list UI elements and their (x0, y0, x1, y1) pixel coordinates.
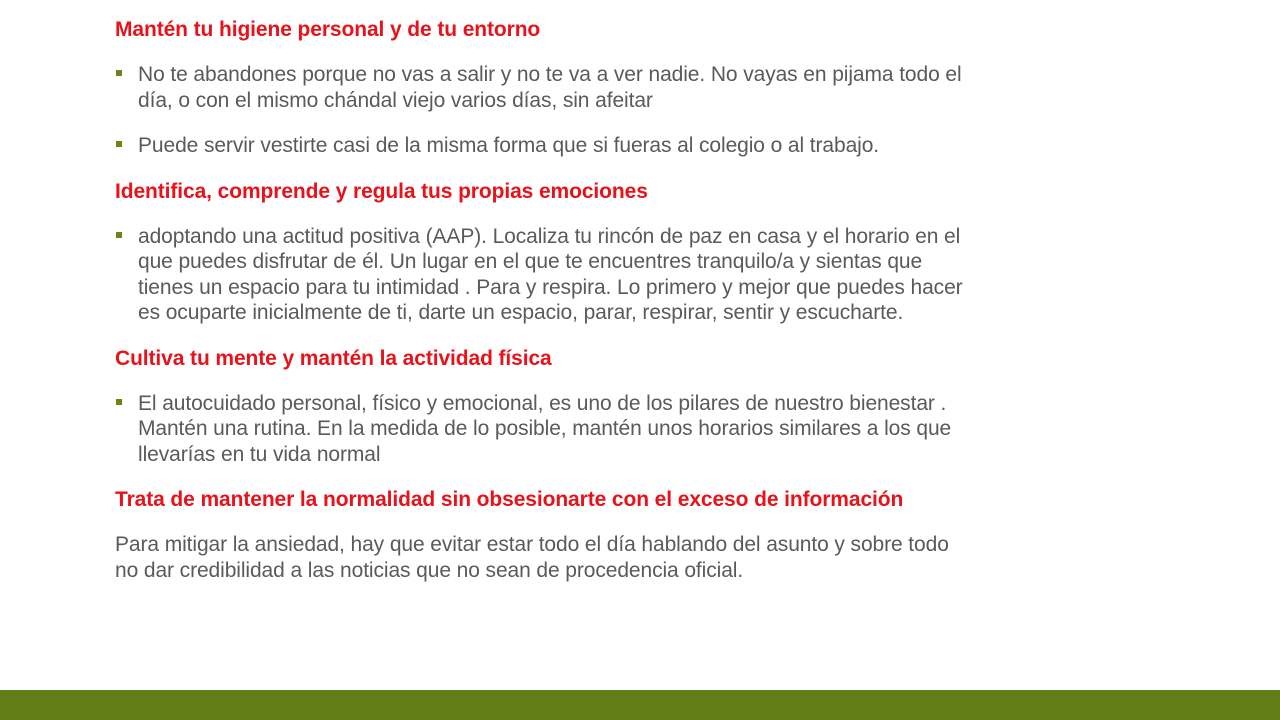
bullet-text-line: Puede servir vestirte casi de la misma forma que si fueras al colegio o al trabajo. (138, 134, 880, 157)
square-bullet-icon (116, 232, 122, 238)
section-heading-normality: Trata de mantener la normalidad sin obsesionarte con el exceso de información (115, 488, 904, 511)
section-heading-emotions: Identifica, comprende y regula tus propias emociones (115, 179, 648, 203)
bullet-text-line: Mantén una rutina. En la medida de lo posible, mantén unos horarios similares a los que (138, 417, 952, 440)
bullet-text-line: día, o con el mismo chándal viejo varios días, sin afeitar (138, 88, 653, 112)
body-paragraph (115, 532, 1115, 583)
slide-content (115, 17, 1115, 583)
square-bullet-icon (116, 399, 122, 405)
bullet-item (115, 391, 1115, 468)
bullet-text-line: adoptando una actitud positiva (AAP). Localiza tu rincón de paz en casa y el horario en el (138, 224, 961, 248)
footer-accent-bar (0, 690, 1280, 720)
bullet-text-line: No te abandones porque no vas a salir y no te va a ver nadie. No vayas en pijama todo el (138, 63, 962, 86)
square-bullet-icon (116, 141, 122, 147)
bullet-item (115, 133, 1115, 159)
bullet-text-line: tienes un espacio para tu intimidad . Para y respira. Lo primero y mejor que puedes hacer (138, 275, 963, 299)
bullet-item (115, 62, 1115, 113)
bullet-text-line: que puedes disfrutar de él. Un lugar en el que te encuentres tranquilo/a y sientas que (138, 250, 923, 273)
section-heading-hygiene: Mantén tu higiene personal y de tu entorno (115, 18, 541, 41)
paragraph-text-line: Para mitigar la ansiedad, hay que evitar estar todo el día hablando del asunto y sobre todo (115, 533, 949, 556)
section-heading-mind-activity: Cultiva tu mente y mantén la actividad física (115, 346, 552, 370)
bullet-item (115, 224, 1115, 326)
square-bullet-icon (116, 70, 122, 76)
bullet-text-line: es ocuparte inicialmente de ti, darte un espacio, parar, respirar, sentir y escucharte. (138, 301, 904, 324)
bullet-text-line: El autocuidado personal, físico y emocional, es uno de los pilares de nuestro bienestar . (138, 391, 947, 415)
paragraph-text-line: no dar credibilidad a las noticias que no sean de procedencia oficial. (115, 558, 744, 582)
bullet-text-line: llevarías en tu vida normal (138, 442, 381, 466)
